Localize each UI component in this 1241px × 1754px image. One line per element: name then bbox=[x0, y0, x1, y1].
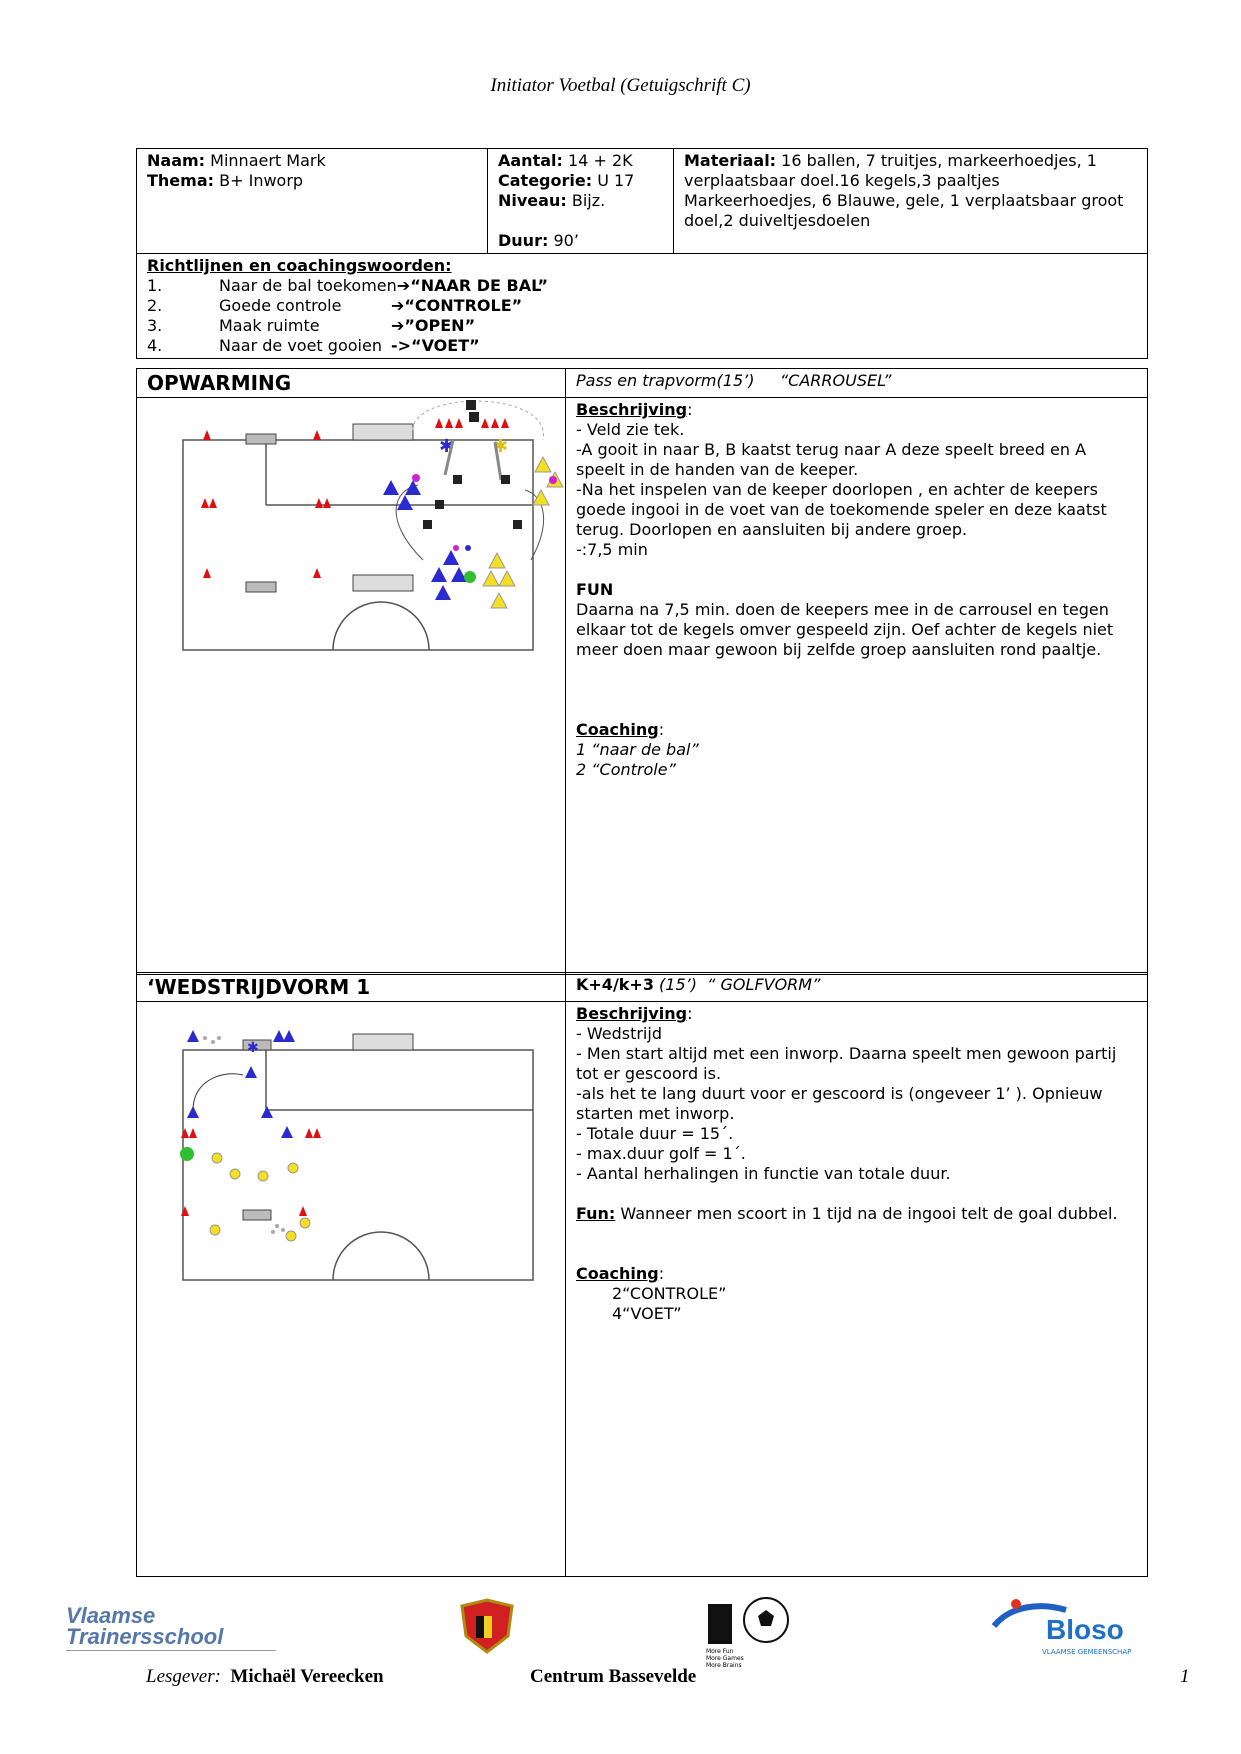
materiaal-value: 16 ballen, 7 truitjes, markeerhoedjes, 1 verplaatsbaar doel.16 kegels,3 paaltjes Markeerhoedjes, 6 Blauwe, gele, 1 verplaatsbaar groot doel,2 duiveltjesdoelen bbox=[684, 151, 1124, 230]
materiaal-label: Materiaal: bbox=[684, 151, 777, 170]
guideline-arrow: -> bbox=[391, 336, 412, 355]
section1-title-cell bbox=[137, 369, 566, 398]
centrum: Centrum Bassevelde bbox=[530, 1666, 697, 1687]
guidelines-cell bbox=[137, 254, 1148, 359]
material-cell bbox=[674, 149, 1148, 254]
categorie-label: Categorie: bbox=[498, 171, 593, 190]
niveau-label: Niveau: bbox=[498, 191, 567, 210]
description-line: -A gooit in naar B, B kaatst terug naar A deze speelt breed en A speelt in de handen van de keeper. bbox=[576, 440, 1087, 479]
section1-fun-label: FUN bbox=[576, 580, 614, 599]
goal-top bbox=[353, 424, 413, 440]
section1-subtitle: Pass en trapvorm(15’) “CARROUSEL” bbox=[566, 369, 1148, 398]
players-yellow bbox=[210, 1153, 310, 1241]
coaching-line: 4“VOET” bbox=[612, 1304, 682, 1323]
guideline-item bbox=[147, 296, 1137, 316]
description-line: - Veld zie tek. bbox=[576, 420, 685, 439]
footer bbox=[0, 1596, 1241, 1746]
guideline-keyword: “CONTROLE” bbox=[404, 296, 523, 315]
section2-description bbox=[576, 1024, 1137, 1184]
description-line: - max.duur golf = 1´. bbox=[576, 1144, 746, 1163]
description-line: - Totale duur = 15´. bbox=[576, 1124, 734, 1143]
keeper-blue: ✱ bbox=[247, 1040, 259, 1056]
page-header: Initiator Voetbal (Getuigschrift C) bbox=[490, 75, 751, 96]
guideline-keyword: “VOET” bbox=[411, 336, 480, 355]
guidelines-list bbox=[147, 276, 1137, 356]
small-goal bbox=[243, 1210, 271, 1220]
guideline-arrow: ➔ bbox=[396, 276, 411, 295]
section2-coaching bbox=[576, 1284, 1137, 1324]
center-arc bbox=[333, 1232, 429, 1280]
description-line: -Na het inspelen van de keeper doorlopen , en achter de keepers goede ingooi in de voet van de toekomende speler en deze kaatst terug. Doorlopen en aansluiten bij andere groep. bbox=[576, 480, 1107, 539]
throw-arrow bbox=[193, 1074, 243, 1110]
field-outline bbox=[183, 440, 533, 650]
coaching-line: 1 “naar de bal” bbox=[576, 740, 699, 759]
aantal-label: Aantal: bbox=[498, 151, 563, 170]
section2-title: ‘WEDSTRIJDVORM 1 bbox=[147, 975, 371, 999]
thema-label: Thema: bbox=[147, 171, 215, 190]
guideline-arrow: ➔ bbox=[391, 316, 405, 335]
section2-subtitle-bold: K+4/k+3 bbox=[576, 975, 654, 994]
keeper-yellow: ✱ bbox=[493, 436, 509, 457]
section1-text-cell: Beschrijving: - Veld zie tek. -A gooit in naar B, B kaatst terug naar A deze speelt breed en A speelt in de handen van de keeper. -Na het inspelen van de keeper doorlopen , en achter de keepers goede ingooi in de voet van de toekomende speler en deze kaatst terug. Doorlopen en aansluiten bij andere groep. -:7,5 min FUN Daarna na 7,5 min. doen de keepers mee in de carrousel en tegen elkaar tot de kegels omver gespeeld zijn. Oef achter de kegels niet meer doen maar gewoon bij zelfde groep aansluiten rond paaltje. Coaching: 1 “naar de bal” 2 “Controle” bbox=[566, 398, 1148, 975]
belgian-fa-crest-icon bbox=[452, 1596, 522, 1656]
section2-diagram-cell bbox=[137, 1002, 566, 1577]
section1-coaching-label: Coaching bbox=[576, 720, 659, 739]
section2-fun: Wanneer men scoort in 1 tijd na de ingooi telt de goal dubbel. bbox=[615, 1204, 1118, 1223]
niveau-value: Bijz. bbox=[571, 191, 606, 210]
section1-desc-label: Beschrijving bbox=[576, 400, 688, 419]
description-line: - Wedstrijd bbox=[576, 1024, 662, 1043]
guideline-item bbox=[147, 276, 1137, 296]
section2-table bbox=[136, 972, 1148, 1577]
section1-title: OPWARMING bbox=[147, 371, 292, 395]
section1-diagram-cell bbox=[137, 398, 566, 975]
guideline-text: Maak ruimte bbox=[219, 316, 320, 335]
logo4-text: Bloso bbox=[1046, 1614, 1124, 1645]
guideline-keyword: ”OPEN” bbox=[404, 316, 476, 335]
logo3-caption: More Fun More Games More Brains bbox=[706, 1648, 744, 1669]
section2-text-cell: Beschrijving: - Wedstrijd - Men start altijd met een inworp. Daarna speelt men gewoon partij tot er gescoord is. -als het te lang duurt voor er gescoord is (ongeveer 1’ ). Opnieuw starten met inworp. - Totale duur = 15´. - max.duur golf = 1´. - Aantal herhalingen in functie van totale duur. Fun: Wanneer men scoort in 1 tijd na de ingooi telt de goal dubbel. Coaching: 2“CONTROLE” 4“VOET” bbox=[566, 1002, 1148, 1577]
guideline-item bbox=[147, 316, 1137, 336]
guideline-number: 4. bbox=[147, 336, 163, 355]
section2-fun-label: Fun: bbox=[576, 1204, 616, 1223]
description-line: -als het te lang duurt voor er gescoord is (ongeveer 1’ ). Opnieuw starten met inworp. bbox=[576, 1084, 1103, 1123]
guideline-keyword: “NAAR DE BAL” bbox=[410, 276, 548, 295]
section2-desc-label: Beschrijving bbox=[576, 1004, 688, 1023]
guidelines-title: Richtlijnen en coachingswoorden: bbox=[147, 256, 452, 275]
coaching-line: 2 “Controle” bbox=[576, 760, 676, 779]
green-disc bbox=[464, 571, 476, 583]
duur-value: 90’ bbox=[553, 231, 579, 250]
guideline-number: 1. bbox=[147, 276, 163, 295]
guideline-item bbox=[147, 336, 1137, 356]
carrousel-diagram bbox=[173, 400, 593, 700]
count-cell bbox=[488, 149, 674, 254]
section1-table bbox=[136, 368, 1148, 975]
description-line: - Aantal herhalingen in functie van totale duur. bbox=[576, 1164, 951, 1183]
pass-arrow bbox=[396, 485, 423, 560]
center-arc bbox=[333, 602, 429, 650]
guideline-text: Naar de bal toekomen bbox=[219, 276, 397, 295]
description-line: -:7,5 min bbox=[576, 540, 648, 559]
green-disc bbox=[180, 1147, 194, 1161]
aantal-value: 14 + 2K bbox=[568, 151, 633, 170]
description-line: - Men start altijd met een inworp. Daarna speelt men gewoon partij tot er gescoord is. bbox=[576, 1044, 1117, 1083]
guideline-text: Naar de voet gooien bbox=[219, 336, 382, 355]
section2-subtitle: (15’) “ GOLFVORM” bbox=[653, 975, 821, 994]
guideline-text: Goede controle bbox=[219, 296, 342, 315]
guideline-number: 2. bbox=[147, 296, 163, 315]
goal-top bbox=[353, 1034, 413, 1050]
section2-subtitle-cell bbox=[566, 973, 1148, 1002]
section2-coaching-label: Coaching bbox=[576, 1264, 659, 1283]
goal-bottom bbox=[353, 575, 413, 591]
cones-red bbox=[181, 1128, 321, 1216]
guideline-number: 3. bbox=[147, 316, 163, 335]
keeper-blue: ✱ bbox=[439, 436, 455, 457]
football-icon bbox=[706, 1596, 796, 1644]
small-goal bbox=[246, 582, 276, 592]
info-table bbox=[136, 148, 1148, 359]
naam-label: Naam: bbox=[147, 151, 206, 170]
lesgever bbox=[146, 1666, 384, 1688]
lesgever-label: Lesgever: bbox=[146, 1666, 221, 1687]
coaching-line: 2“CONTROLE” bbox=[612, 1284, 727, 1303]
name-cell bbox=[137, 149, 488, 254]
bloso-logo bbox=[990, 1596, 1150, 1658]
logo4-sub: VLAAMSE GEMEENSCHAP bbox=[1042, 1648, 1132, 1656]
logo1-line1: Vlaamse bbox=[66, 1603, 156, 1628]
page-number: 1 bbox=[1180, 1666, 1190, 1687]
foot-education-logo bbox=[706, 1596, 796, 1669]
duur-label: Duur: bbox=[498, 231, 549, 250]
guideline-arrow: ➔ bbox=[391, 296, 405, 315]
naam-value: Minnaert Mark bbox=[210, 151, 326, 170]
lesgever-name: Michaël Vereecken bbox=[230, 1666, 384, 1687]
vlaamse-trainersschool-logo bbox=[66, 1603, 276, 1661]
golfvorm-diagram bbox=[173, 1020, 573, 1290]
logo1-line2: Trainersschool bbox=[66, 1624, 224, 1649]
small-goal bbox=[246, 434, 276, 444]
categorie-value: U 17 bbox=[597, 171, 635, 190]
section1-fun: Daarna na 7,5 min. doen de keepers mee in de carrousel en tegen elkaar tot de kegels omver gespeeld zijn. Oef achter de kegels niet meer doen maar gewoon bij zelfde groep aansluiten rond paaltje. bbox=[576, 600, 1114, 659]
section2-title-cell bbox=[137, 973, 566, 1002]
thema-value: B+ Inworp bbox=[219, 171, 304, 190]
section1-description bbox=[576, 420, 1137, 560]
section1-coaching bbox=[576, 740, 1137, 780]
field-outline bbox=[183, 1050, 533, 1280]
